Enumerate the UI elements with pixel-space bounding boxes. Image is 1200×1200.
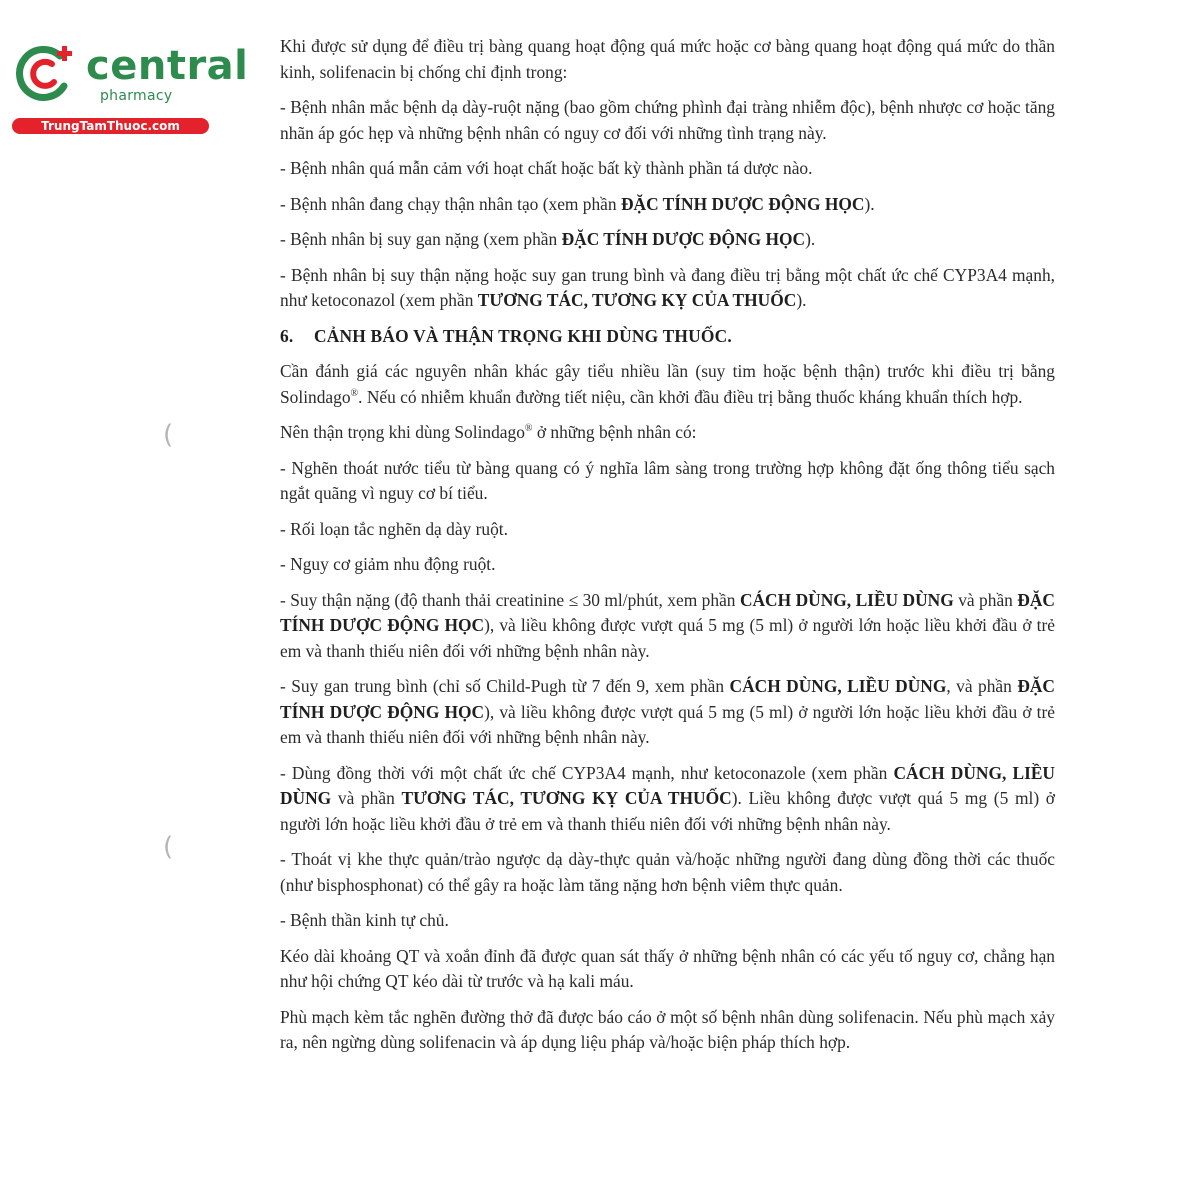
warning-paragraph <box>280 420 1055 446</box>
item-text: và phần <box>953 589 1018 610</box>
contraindication-intro: Khi được sử dụng để điều trị bàng quang hoạt động quá mức hoặc cơ bàng quang hoạt động quá mức do thần kinh, solifenacin bị chống chỉ định trong: <box>280 36 1055 82</box>
logo-brand-text: central <box>86 43 249 89</box>
item-text: - Suy gan trung bình (chỉ số Child-Pugh từ 7 đến 9, xem phần <box>280 676 730 696</box>
section-reference: CÁCH DÙNG, LIỀU DÙNG <box>729 676 947 696</box>
item-text: ), và liều không được vượt quá 5 mg (5 ml) ở người lớn hoặc liều khởi đầu ở trẻ em và thanh thiếu niên đối với những bệnh nhân này. <box>280 701 1055 747</box>
document-body <box>280 34 1055 1066</box>
scan-punch-mark: ( <box>163 420 174 450</box>
contraindication-item: - Bệnh nhân mắc bệnh dạ dày-ruột nặng (bao gồm chứng phình đại tràng nhiễm độc), bệnh nhược cơ hoặc tăng nhãn áp góc hẹp và những bệnh nhân có nguy cơ đối với những tình trạng này. <box>280 97 1055 143</box>
warning-item: - Rối loạn tắc nghẽn dạ dày ruột. <box>280 518 508 539</box>
section-number: 6. <box>280 325 294 346</box>
item-text: và phần <box>331 788 402 808</box>
contraindication-item <box>280 227 1055 253</box>
paragraph-text: . Nếu có nhiễm khuẩn đường tiết niệu, cần khởi đầu điều trị bằng thuốc kháng khuẩn thích hợp. <box>358 386 1023 407</box>
item-text: , và phần <box>946 676 1018 696</box>
logo-site-banner: TrungTamThuoc.com <box>12 118 209 134</box>
item-text: - Bệnh nhân bị suy gan nặng (xem phần <box>280 229 562 249</box>
warning-item: - Bệnh thần kinh tự chủ. <box>280 910 449 930</box>
item-text: ). <box>796 290 807 310</box>
section-reference: TƯƠNG TÁC, TƯƠNG KỴ CỦA THUỐC <box>477 290 797 310</box>
warning-item: - Thoát vị khe thực quản/trào ngược dạ dày-thực quản và/hoặc những người đang dùng đồng thời các thuốc (như bisphosphonat) có thể gây ra hoặc làm tăng nặng hơn bệnh viêm thực quản. <box>280 849 1055 895</box>
item-text: ). <box>805 229 816 249</box>
section-reference: ĐẶC TÍNH DƯỢC ĐỘNG HỌC <box>561 229 806 249</box>
warning-item <box>280 588 1055 665</box>
section-reference: ĐẶC TÍNH DƯỢC ĐỘNG HỌC <box>620 193 865 214</box>
item-text: - Bệnh nhân bị suy thận nặng hoặc suy gan trung bình và đang điều trị bằng một chất ức chế CYP3A4 mạnh, như ketoconazol (xem phần <box>280 264 1055 310</box>
warning-item: - Nguy cơ giảm nhu động ruột. <box>280 554 496 574</box>
item-text: - Suy thận nặng (độ thanh thải creatinine ≤ 30 ml/phút, xem phần <box>280 589 740 610</box>
registered-mark: ® <box>524 423 533 435</box>
contraindication-item <box>280 192 1055 218</box>
logo-sub-text: pharmacy <box>100 88 173 104</box>
section-title: CẢNH BÁO VÀ THẬN TRỌNG KHI DÙNG THUỐC. <box>314 325 732 346</box>
warning-paragraph: Phù mạch kèm tắc nghẽn đường thở đã được báo cáo ở một số bệnh nhân dùng solifenacin. Nếu phù mạch xảy ra, nên ngừng dùng solifenacin và áp dụng liệu pháp và/hoặc biện pháp thích hợp. <box>280 1006 1055 1052</box>
contraindication-item: - Bệnh nhân quá mẫn cảm với hoạt chất hoặc bất kỳ thành phần tá dược nào. <box>280 158 813 178</box>
item-text: ). <box>864 193 875 214</box>
pharmacy-cross-logo-icon <box>12 42 78 102</box>
paragraph-text: Cần đánh giá các nguyên nhân khác gây tiểu nhiều lần (suy tim hoặc bệnh thận) trước khi điều trị bằng Solindago <box>280 361 1055 407</box>
warning-item <box>280 674 1055 751</box>
section-heading <box>280 324 1055 350</box>
section-reference: TƯƠNG TÁC, TƯƠNG KỴ CỦA THUỐC <box>401 788 732 808</box>
contraindication-item <box>280 263 1055 314</box>
warning-item <box>280 761 1055 838</box>
warning-paragraph: Kéo dài khoảng QT và xoắn đỉnh đã được quan sát thấy ở những bệnh nhân có các yếu tố nguy cơ, chẳng hạn như hội chứng QT kéo dài từ trước và hạ kali máu. <box>280 945 1055 991</box>
scan-punch-mark: ( <box>163 832 174 862</box>
item-text: ), và liều không được vượt quá 5 mg (5 ml) ở người lớn hoặc liều khởi đầu ở trẻ em và thanh thiếu niên đối với những bệnh nhân này. <box>280 615 1055 661</box>
registered-mark: ® <box>350 387 359 399</box>
paragraph-text: Nên thận trọng khi dùng Solindago <box>280 422 525 442</box>
item-text: - Dùng đồng thời với một chất ức chế CYP3A4 mạnh, như ketoconazole (xem phần <box>280 762 894 783</box>
section-reference: ĐẶC TÍNH DƯỢC ĐỘNG HỌC <box>280 676 1055 722</box>
section-reference: ĐẶC TÍNH DƯỢC ĐỘNG HỌC <box>280 589 1055 635</box>
item-text: ). Liều không được vượt quá 5 mg (5 ml) ở người lớn hoặc liều khởi đầu ở trẻ em và thanh thiếu niên đối với những bệnh nhân này. <box>280 788 1056 834</box>
paragraph-text: ở những bệnh nhân có: <box>532 422 697 442</box>
central-pharmacy-logo <box>12 38 249 138</box>
section-reference: CÁCH DÙNG, LIỀU DÙNG <box>280 762 1055 808</box>
warning-paragraph <box>280 359 1055 410</box>
warning-item: - Nghẽn thoát nước tiểu từ bàng quang có ý nghĩa lâm sàng trong trường hợp không đặt ống thông tiểu sạch ngắt quãng vì nguy cơ bí tiểu. <box>280 457 1055 503</box>
section-reference: CÁCH DÙNG, LIỀU DÙNG <box>739 589 954 610</box>
item-text: - Bệnh nhân đang chạy thận nhân tạo (xem phần <box>280 193 621 214</box>
